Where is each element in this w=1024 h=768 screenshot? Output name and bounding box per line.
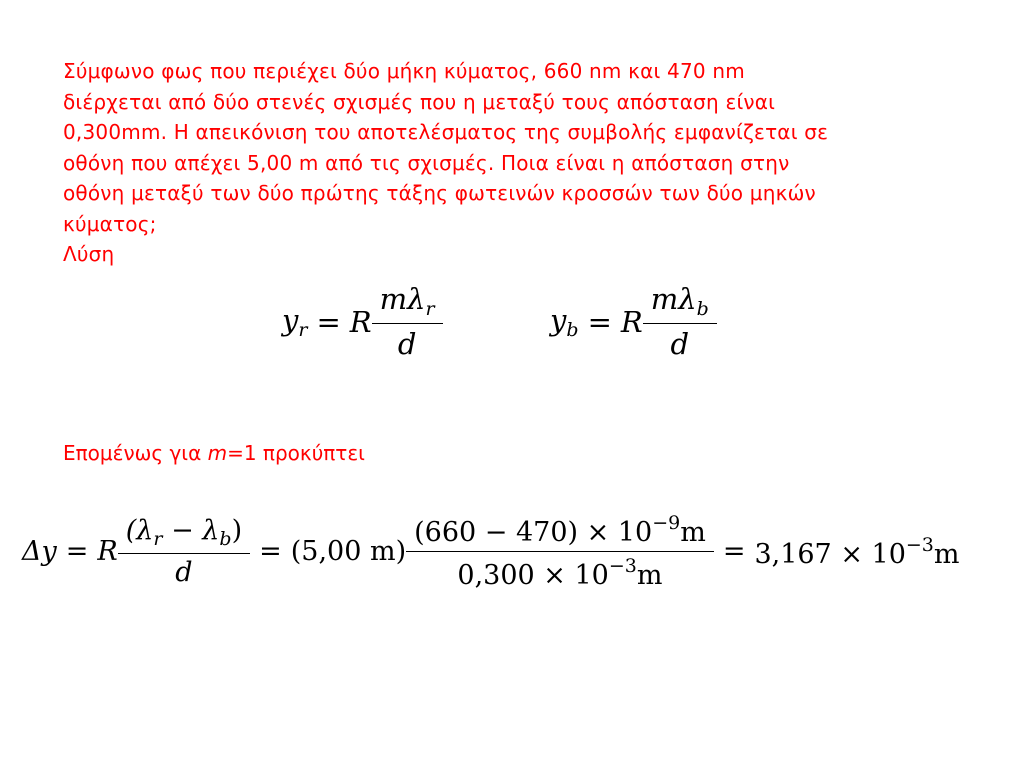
delta-y-equals-1: = xyxy=(65,536,89,567)
problem-line-1: Σύμφωνο φως που περιέχει δύο μήκη κύματος, 660 nm και 470 nm xyxy=(63,59,745,83)
problem-line-6: κύματος; xyxy=(63,211,157,236)
formula-delta-y xyxy=(22,512,960,591)
screen-distance: (5,00 m) xyxy=(290,536,407,567)
yr-equals: = xyxy=(316,304,341,339)
next-step-text: Επομένως για m=1 προκύπτει xyxy=(63,441,365,465)
solution-heading: Λύση xyxy=(63,242,115,266)
yr-fraction xyxy=(376,282,439,361)
yb-equals: = xyxy=(587,304,612,339)
yb-var: $y_b$ xyxy=(550,302,579,341)
yb-denominator: d xyxy=(643,323,717,361)
delta-y-R: R xyxy=(97,536,118,567)
wavelength-numerator: $(\lambda_r - \lambda_b)$ xyxy=(125,515,243,550)
wavelength-denominator: d xyxy=(118,553,250,588)
yb-numerator: $m\lambda_b$ xyxy=(650,282,709,320)
numeric-fraction xyxy=(410,512,710,591)
result-value: $3,167 \times 10^{-3}m$ xyxy=(754,533,960,570)
problem-line-4: οθόνη που απέχει 5,00 m από τις σχισμές. Ποια είναι η απόσταση στην xyxy=(63,150,790,175)
problem-line-5: οθόνη μεταξύ των δύο πρώτης τάξης φωτεινών κροσσών των δύο μηκών xyxy=(63,181,816,205)
yr-numerator: $m\lambda_r$ xyxy=(379,282,435,320)
problem-line-3: 0,300mm. Η απεικόνιση του αποτελέσματος της συμβολής εμφανίζεται σε xyxy=(63,120,829,144)
problem-statement xyxy=(63,56,963,270)
problem-line-2: διέρχεται από δύο στενές σχισμές που η μεταξύ τους απόσταση είναι xyxy=(63,89,776,114)
formula-yb xyxy=(550,282,717,361)
numeric-denominator: $0,300 \times 10^{-3}m$ xyxy=(406,551,714,591)
numeric-numerator: $(660 - 470) \times 10^{-9}m$ xyxy=(414,512,706,548)
wavelength-fraction xyxy=(122,515,246,588)
yr-denominator: d xyxy=(372,323,443,361)
delta-y-equals-3: = xyxy=(722,536,746,567)
yb-R: R xyxy=(620,304,643,339)
formula-yr xyxy=(282,282,443,361)
yb-fraction xyxy=(647,282,713,361)
yr-R: R xyxy=(349,304,372,339)
yr-var: $y_r$ xyxy=(282,302,308,341)
delta-y-var: Δy xyxy=(22,536,57,567)
delta-y-equals-2: = xyxy=(259,536,282,567)
